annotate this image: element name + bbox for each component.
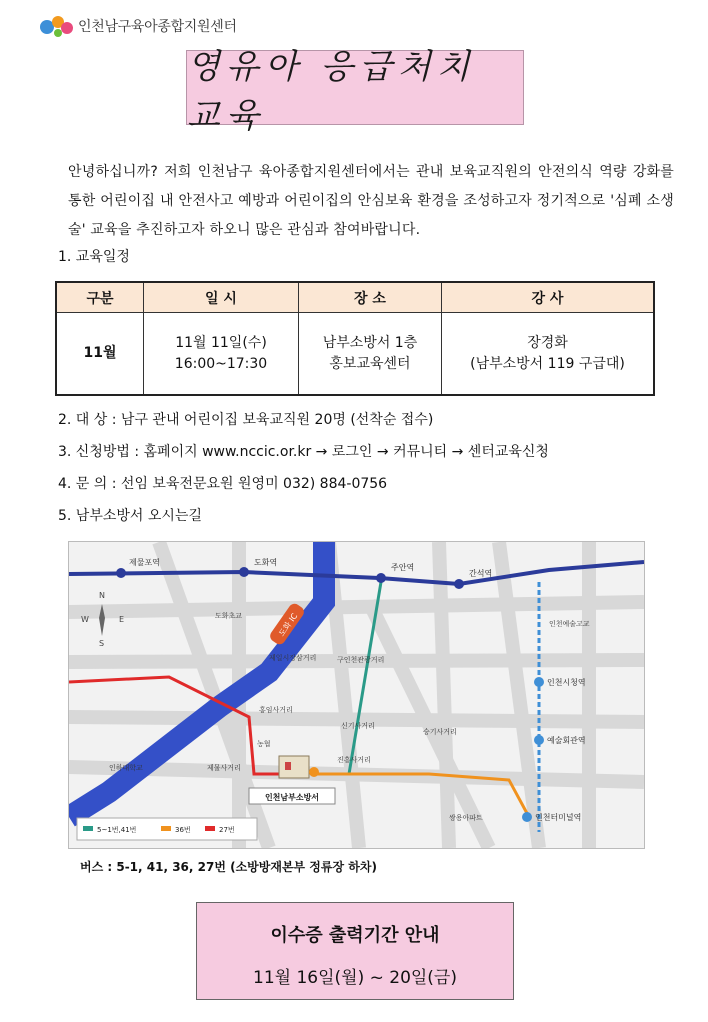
intro-text: 안녕하십니까? 저희 인천남구 육아종합지원센터에서는 관내 보육교직원의 안전의식 역량 강화를 통한 어린이집 내 안전사고 예방과 어린이집의 안심보육 환경을 조성하고자 정기적으로 '심폐 소생술' 교육을 추진하고자 하오니 많은 관심과 참여바랍니다.	[68, 164, 674, 238]
page-title: 영유아 응급처치 교육	[187, 46, 476, 136]
lecturer-line1: 장경화	[527, 334, 568, 351]
header-lecturer: 강 사	[442, 282, 655, 313]
map-legend	[77, 818, 257, 840]
station-label: 간석역	[469, 569, 493, 578]
svg-text:도화 IC: 도화 IC	[277, 611, 300, 639]
notice-title: 이수증 출력기간 안내	[270, 925, 440, 946]
logo	[38, 12, 76, 40]
cell-datetime	[144, 313, 299, 396]
contact-item: 4. 문 의 : 선임 보육전문요원 원영미 032) 884-0756	[58, 476, 388, 492]
directions-item: 5. 남부소방서 오시는길	[58, 508, 202, 524]
station-label: 인천터미널역	[535, 813, 582, 822]
svg-text:쌍용아파트: 쌍용아파트	[449, 814, 483, 822]
certificate-notice	[196, 902, 514, 1000]
svg-text:진흥사거리: 진흥사거리	[337, 756, 371, 764]
apply-item: 3. 신청방법 : 홈페이지 www.nccic.or.kr → 로그인 → 커뮤니티 → 센터교육신청	[58, 444, 549, 460]
station-label: 인천시청역	[547, 678, 586, 687]
svg-text:S: S	[99, 639, 105, 648]
header-category: 구분	[56, 282, 144, 313]
station-label: 예술회관역	[547, 736, 586, 745]
svg-text:W: W	[81, 615, 89, 624]
cell-category	[56, 313, 144, 396]
svg-text:신기사거리: 신기사거리	[341, 722, 375, 730]
svg-text:승기사거리: 승기사거리	[423, 728, 457, 736]
cell-lecturer	[442, 313, 655, 396]
svg-text:5~1번,41번: 5~1번,41번	[97, 826, 137, 834]
svg-text:인하대학교: 인하대학교	[109, 764, 143, 772]
roads	[69, 542, 644, 848]
station-label: 제물포역	[129, 558, 160, 567]
svg-text:구인천관광거리: 구인천관광거리	[337, 656, 385, 664]
header	[38, 12, 237, 40]
intro-paragraph	[38, 158, 674, 245]
svg-text:인천예술고교: 인천예술고교	[549, 620, 590, 628]
svg-text:E: E	[119, 615, 125, 624]
svg-text:제일시장삼거리: 제일시장삼거리	[269, 654, 317, 662]
compass-icon	[81, 591, 124, 648]
table-header-row	[56, 282, 654, 313]
svg-text:27번: 27번	[219, 826, 235, 834]
svg-text:인천남부소방서: 인천남부소방서	[264, 793, 320, 802]
header-place: 장 소	[299, 282, 442, 313]
time-value: 16:00~17:30	[174, 355, 268, 372]
station-label: 도화역	[254, 558, 278, 567]
svg-text:제물사거리: 제물사거리	[207, 764, 241, 772]
table-row	[56, 313, 654, 396]
lecturer-line2: (남부소방서 119 구급대)	[470, 355, 625, 372]
title-box	[186, 46, 524, 136]
target-item: 2. 대 상 : 남구 관내 어린이집 보육교직원 20명 (선착순 접수)	[58, 412, 434, 428]
bus-note: 버스 : 5-1, 41, 36, 27번 (소방방재본부 정류장 하차)	[80, 860, 377, 874]
svg-text:N: N	[99, 591, 105, 600]
svg-text:36번: 36번	[175, 826, 191, 834]
svg-text:농협: 농협	[257, 740, 271, 748]
svg-text:도화초교: 도화초교	[215, 612, 243, 620]
schedule-heading: 1. 교육일정	[58, 249, 130, 265]
cell-place	[299, 313, 442, 396]
svg-text:홍임사거리: 홍임사거리	[259, 706, 293, 714]
date-value: 11월 11일(수)	[175, 334, 267, 351]
place-line2: 홍보교육센터	[329, 355, 411, 372]
schedule-table	[55, 281, 655, 396]
station-label: 주안역	[391, 563, 415, 572]
header-datetime: 일 시	[144, 282, 299, 313]
place-line1: 남부소방서 1층	[322, 334, 418, 351]
category-value: 11월	[83, 345, 117, 361]
org-name: 인천남구육아종합지원센터	[78, 19, 237, 35]
notice-period: 11월 16일(월) ~ 20일(금)	[253, 968, 457, 988]
location-map	[68, 541, 645, 849]
